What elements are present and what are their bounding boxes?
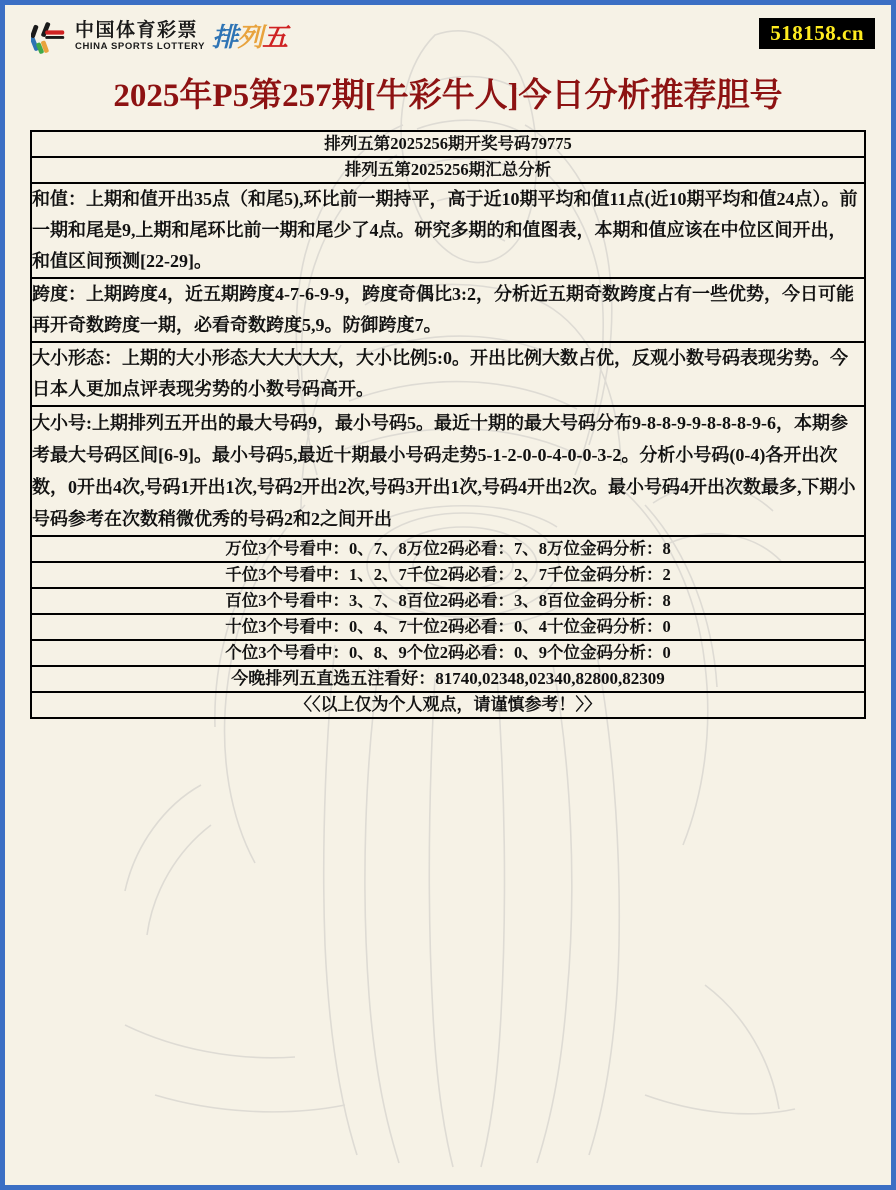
table-row-position-qian (31, 562, 865, 588)
draw-result-text: 排列五第2025256期开奖号码79775 (31, 131, 865, 157)
disclaimer-text: 〈〈以上仅为个人观点，请谨慎参考！〉〉 (31, 692, 865, 718)
logo-game-char-2: 列 (237, 22, 263, 52)
lottery-emblem-icon (31, 18, 69, 56)
size-number-paragraph: 大小号:上期排列五开出的最大号码9，最小号码5。最近十期的最大号码分布9-8-8-9-9-8-8-8-9-6，本期参考最大号码区间[6-9]。最小号码5,最近十期最小号码走势5-1-2-0-0-4-0-0-3-2。分析小号码(0-4)各开出次数，0开出4次,号码1开出1次,号码2开出2次,号码3开出1次,号码4开出2次。最小号码4开出次数最多,下期小号码参考在次数稍微优秀的号码2和2之间开出 (31, 406, 865, 536)
table-row-position-ge (31, 640, 865, 666)
table-row-disclaimer (31, 692, 865, 718)
table-row-span (31, 278, 865, 342)
analysis-table (30, 130, 866, 719)
page-content (5, 5, 891, 719)
summary-title-text: 排列五第2025256期汇总分析 (31, 157, 865, 183)
logo-chinese-name: 中国体育彩票 (75, 20, 199, 41)
site-header (5, 5, 891, 67)
table-row-position-bai (31, 588, 865, 614)
size-pattern-paragraph: 大小形态：上期的大小形态大大大大大，大小比例5:0。开出比例大数占优，反观小数号码表现劣势。今日本人更加点评表现劣势的小数号码高开。 (31, 342, 865, 406)
logo-game-char-3: 五 (262, 22, 288, 52)
table-row-size-pattern (31, 342, 865, 406)
logo-english-name: CHINA SPORTS LOTTERY (75, 41, 206, 52)
table-row-position-shi (31, 614, 865, 640)
table-row-size-number (31, 406, 865, 536)
sum-value-paragraph: 和值：上期和值开出35点（和尾5),环比前一期持平，高于近10期平均和值11点(近10期平均和值24点）。前一期和尾是9,上期和尾环比前一期和尾少了4点。研究多期的和值图表，本期和值应该在中位区间开出，和值区间预测[22-29]。 (31, 183, 865, 278)
position-qian-text: 千位3个号看中：1、2、7千位2码必看：2、7千位金码分析：2 (31, 562, 865, 588)
page-root (5, 5, 891, 1185)
table-row-sum-value (31, 183, 865, 278)
site-url-badge: 518158.cn (759, 18, 875, 49)
table-row-position-wan (31, 536, 865, 562)
sports-lottery-logo (31, 15, 287, 59)
table-row-recommendation (31, 666, 865, 692)
page-title: 2025年P5第257期[牛彩牛人]今日分析推荐胆号 (113, 78, 783, 114)
logo-game-char-1: 排 (212, 22, 238, 52)
table-row-summary (31, 157, 865, 183)
position-shi-text: 十位3个号看中：0、4、7十位2码必看：0、4十位金码分析：0 (31, 614, 865, 640)
logo-text-block (75, 21, 205, 53)
logo-game-name (212, 22, 287, 52)
span-paragraph: 跨度：上期跨度4，近五期跨度4-7-6-9-9，跨度奇偶比3:2，分析近五期奇数跨度占有一些优势，今日可能再开奇数跨度一期，必看奇数跨度5,9。防御跨度7。 (31, 278, 865, 342)
position-ge-text: 个位3个号看中：0、8、9个位2码必看：0、9个位金码分析：0 (31, 640, 865, 666)
position-wan-text: 万位3个号看中：0、7、8万位2码必看：7、8万位金码分析：8 (31, 536, 865, 562)
position-bai-text: 百位3个号看中：3、7、8百位2码必看：3、8百位金码分析：8 (31, 588, 865, 614)
table-row-draw-result (31, 131, 865, 157)
recommendation-text: 今晚排列五直选五注看好：81740,02348,02340,82800,82309 (31, 666, 865, 692)
